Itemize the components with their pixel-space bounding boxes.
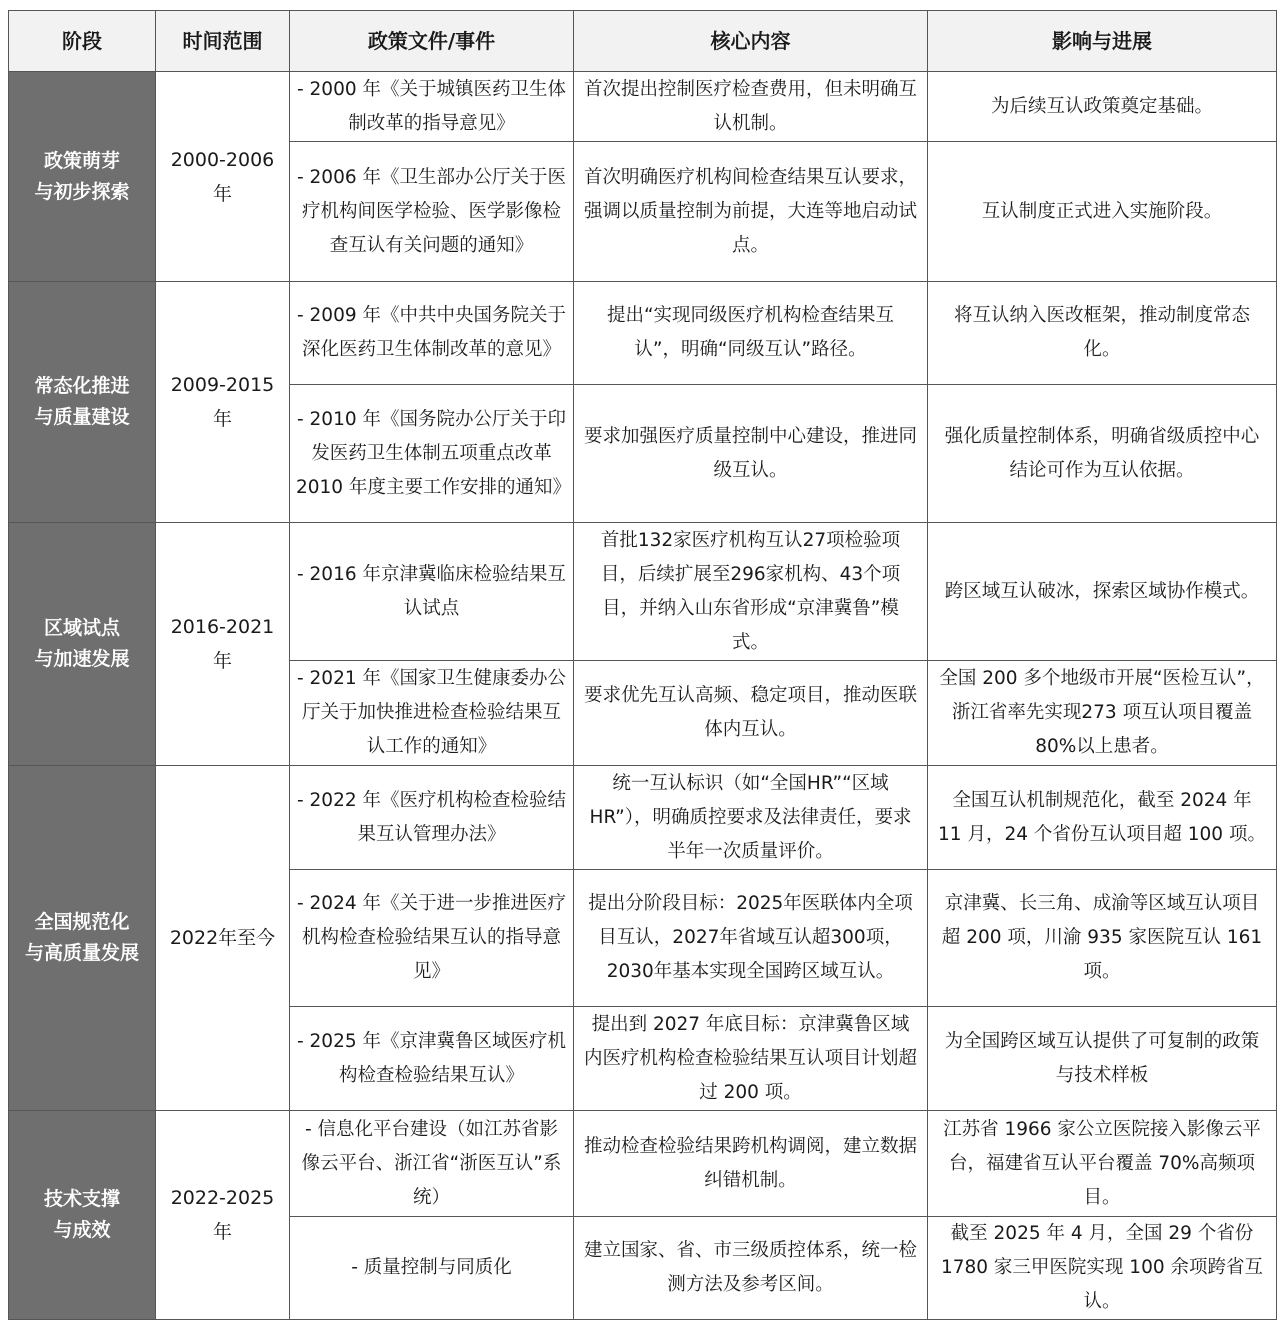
table-row bbox=[9, 282, 1277, 385]
content-cell: 统一互认标识（如“全国HR”“区域HR”），明确质控要求及法律责任，要求半年一次质量评价。 bbox=[574, 766, 928, 870]
policy-cell: - 2006 年《卫生部办公厅关于医疗机构间医学检验、医学影像检查互认有关问题的通知》 bbox=[290, 142, 574, 282]
policy-table-container bbox=[8, 10, 1276, 1320]
content-cell: 首次明确医疗机构间检查结果互认要求，强调以质量控制为前提，大连等地启动试点。 bbox=[574, 142, 928, 282]
stage-line1: 技术支撑 bbox=[43, 1188, 120, 1210]
header-core-content: 核心内容 bbox=[574, 11, 928, 72]
content-cell: 提出分阶段目标：2025年医联体内全项目互认，2027年省域互认超300项，2030年基本实现全国跨区域互认。 bbox=[574, 870, 928, 1007]
header-time-range: 时间范围 bbox=[156, 11, 290, 72]
policy-table bbox=[8, 10, 1277, 1320]
content-cell: 首次提出控制医疗检查费用，但未明确互认机制。 bbox=[574, 72, 928, 142]
stage-line2: 与成效 bbox=[53, 1219, 111, 1241]
impact-cell: 互认制度正式进入实施阶段。 bbox=[928, 142, 1277, 282]
stage-cell bbox=[9, 523, 156, 766]
time-range-cell: 2022-2025年 bbox=[156, 1111, 290, 1320]
content-cell: 要求加强医疗质量控制中心建设，推进同级互认。 bbox=[574, 385, 928, 523]
table-row bbox=[9, 766, 1277, 870]
stage-line1: 常态化推进 bbox=[34, 375, 130, 397]
table-row bbox=[9, 1111, 1277, 1217]
policy-cell: - 信息化平台建设（如江苏省影像云平台、浙江省“浙医互认”系统） bbox=[290, 1111, 574, 1217]
stage-cell bbox=[9, 766, 156, 1111]
impact-cell: 江苏省 1966 家公立医院接入影像云平台，福建省互认平台覆盖 70%高频项目。 bbox=[928, 1111, 1277, 1217]
stage-cell bbox=[9, 282, 156, 523]
stage-line2: 与高质量发展 bbox=[24, 942, 139, 964]
content-cell: 提出到 2027 年底目标：京津冀鲁区域内医疗机构检查检验结果互认项目计划超过 200 项。 bbox=[574, 1007, 928, 1111]
policy-cell: - 2022 年《医疗机构检查检验结果互认管理办法》 bbox=[290, 766, 574, 870]
stage-line1: 全国规范化 bbox=[34, 911, 130, 933]
time-range-cell: 2000-2006年 bbox=[156, 72, 290, 282]
impact-cell: 全国 200 多个地级市开展“医检互认”，浙江省率先实现273 项互认项目覆盖 80%以上患者。 bbox=[928, 661, 1277, 766]
impact-cell: 将互认纳入医改框架，推动制度常态化。 bbox=[928, 282, 1277, 385]
policy-cell: - 2016 年京津冀临床检验结果互认试点 bbox=[290, 523, 574, 661]
policy-cell: - 2024 年《关于进一步推进医疗机构检查检验结果互认的指导意见》 bbox=[290, 870, 574, 1007]
content-cell: 提出“实现同级医疗机构检查结果互认”，明确“同级互认”路径。 bbox=[574, 282, 928, 385]
content-cell: 推动检查检验结果跨机构调阅，建立数据纠错机制。 bbox=[574, 1111, 928, 1217]
stage-line2: 与初步探索 bbox=[34, 180, 130, 203]
stage-line1: 区域试点 bbox=[43, 617, 120, 639]
impact-cell: 全国互认机制规范化，截至 2024 年 11 月，24 个省份互认项目超 100 项。 bbox=[928, 766, 1277, 870]
policy-cell: - 质量控制与同质化 bbox=[290, 1217, 574, 1320]
stage-line1: 政策萌芽 bbox=[43, 149, 120, 172]
time-range-cell: 2022年至今 bbox=[156, 766, 290, 1111]
table-header-row bbox=[9, 11, 1277, 72]
time-range-cell: 2016-2021年 bbox=[156, 523, 290, 766]
impact-cell: 京津冀、长三角、成渝等区域互认项目超 200 项，川渝 935 家医院互认 161 项。 bbox=[928, 870, 1277, 1007]
header-impact: 影响与进展 bbox=[928, 11, 1277, 72]
table-row bbox=[9, 523, 1277, 661]
policy-cell: - 2000 年《关于城镇医药卫生体制改革的指导意见》 bbox=[290, 72, 574, 142]
policy-cell: - 2021 年《国家卫生健康委办公厅关于加快推进检查检验结果互认工作的通知》 bbox=[290, 661, 574, 766]
impact-cell: 强化质量控制体系，明确省级质控中心结论可作为互认依据。 bbox=[928, 385, 1277, 523]
content-cell: 要求优先互认高频、稳定项目，推动医联体内互认。 bbox=[574, 661, 928, 766]
policy-cell: - 2009 年《中共中央国务院关于深化医药卫生体制改革的意见》 bbox=[290, 282, 574, 385]
content-cell: 建立国家、省、市三级质控体系，统一检测方法及参考区间。 bbox=[574, 1217, 928, 1320]
impact-cell: 截至 2025 年 4 月，全国 29 个省份 1780 家三甲医院实现 100 余项跨省互认。 bbox=[928, 1217, 1277, 1320]
impact-cell: 为全国跨区域互认提供了可复制的政策与技术样板 bbox=[928, 1007, 1277, 1111]
time-range-cell: 2009-2015年 bbox=[156, 282, 290, 523]
header-stage: 阶段 bbox=[9, 11, 156, 72]
table-row bbox=[9, 72, 1277, 142]
stage-cell bbox=[9, 72, 156, 282]
stage-cell bbox=[9, 1111, 156, 1320]
impact-cell: 跨区域互认破冰，探索区域协作模式。 bbox=[928, 523, 1277, 661]
stage-line2: 与加速发展 bbox=[34, 648, 130, 670]
stage-line2: 与质量建设 bbox=[34, 406, 130, 428]
policy-cell: - 2010 年《国务院办公厅关于印发医药卫生体制五项重点改革 2010 年度主要工作安排的通知》 bbox=[290, 385, 574, 523]
content-cell: 首批132家医疗机构互认27项检验项目，后续扩展至296家机构、43个项目，并纳入山东省形成“京津冀鲁”模式。 bbox=[574, 523, 928, 661]
policy-cell: - 2025 年《京津冀鲁区域医疗机构检查检验结果互认》 bbox=[290, 1007, 574, 1111]
header-policy: 政策文件/事件 bbox=[290, 11, 574, 72]
impact-cell: 为后续互认政策奠定基础。 bbox=[928, 72, 1277, 142]
